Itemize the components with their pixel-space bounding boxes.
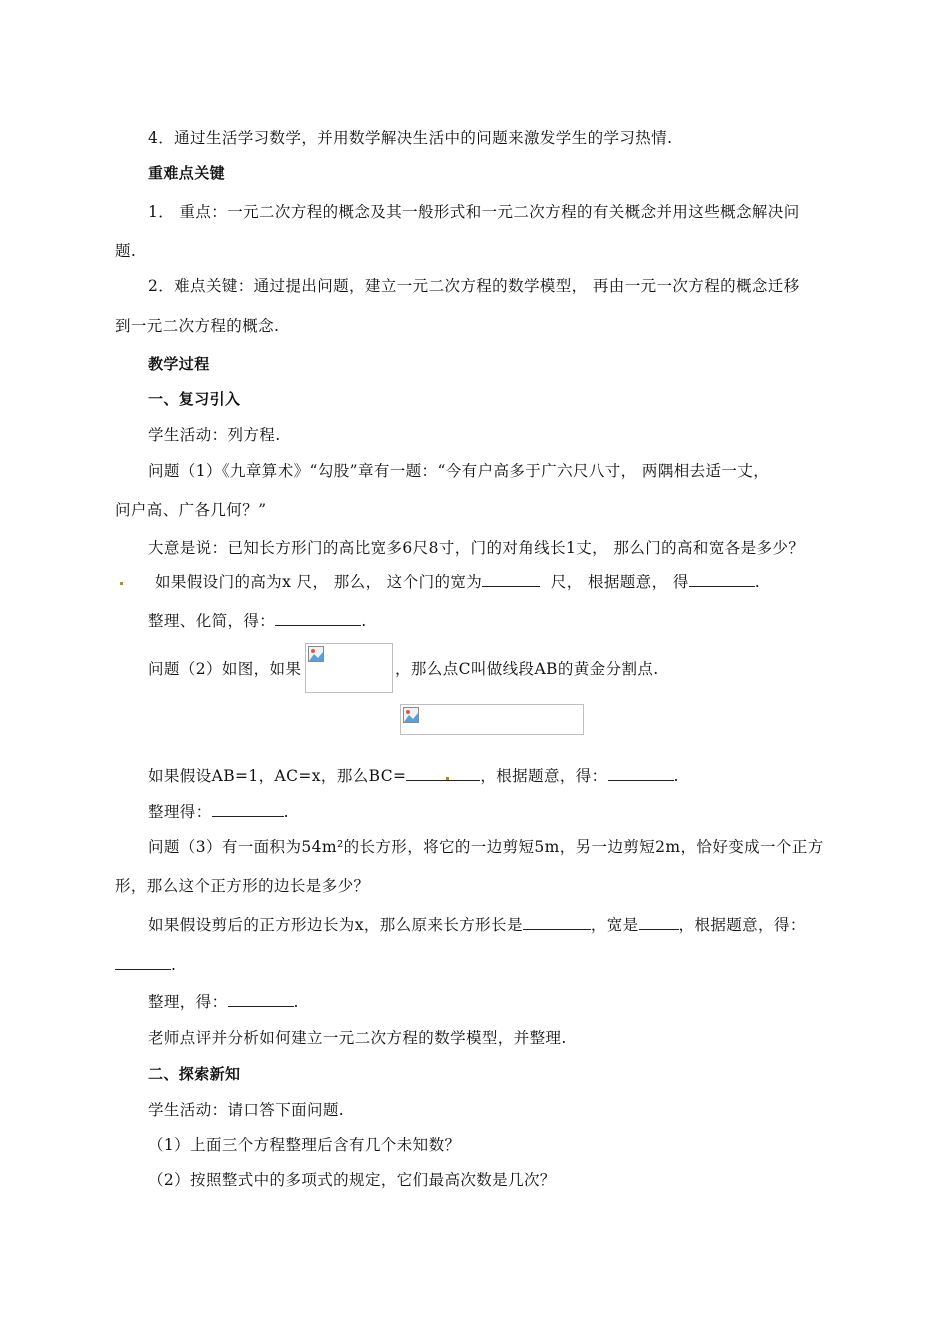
problem-3-answer-line <box>115 955 176 975</box>
teacher-comment: 老师点评并分析如何建立一元二次方程的数学模型，并整理. <box>148 1029 567 1047</box>
setup-3-text-c: ，根据题意，得： <box>678 916 806 934</box>
blank-width-2[interactable] <box>639 915 679 930</box>
blank-equation-3[interactable] <box>115 955 171 970</box>
student-activity-1: 学生活动：列方程. <box>148 426 281 444</box>
setup-3-text-b: ，宽是 <box>590 916 639 934</box>
question-1: （1）上面三个方程整理后含有几个未知数？ <box>148 1136 461 1154</box>
broken-image-icon <box>403 707 419 723</box>
answer-line-end: . <box>171 956 177 974</box>
setup-text-c: . <box>754 573 761 591</box>
simplify-1-label: 整理、化简，得： <box>148 612 276 630</box>
problem-3-cont: 形，那么这个正方形的边长是多少？ <box>115 877 370 895</box>
ratio-formula-image <box>305 643 393 693</box>
simplify-2 <box>148 802 289 822</box>
question-2: （2）按照整式中的多项式的规定，它们最高次数是几次？ <box>148 1171 556 1189</box>
simplify-2-label: 整理得： <box>148 803 212 821</box>
key-point-2: 2．难点关键：通过提出问题，建立一元二次方程的数学模型， 再由一元一次方程的概念迁移 <box>148 277 800 295</box>
heading-explore: 二、探索新知 <box>148 1065 241 1083</box>
problem-1-setup <box>120 572 760 592</box>
blank-simplified-3[interactable] <box>228 992 294 1007</box>
blank-simplified-2[interactable] <box>212 802 284 817</box>
simplify-2-end: . <box>283 803 289 821</box>
problem-2-desc: ，那么点C叫做线段AB的黄金分割点. <box>395 660 659 678</box>
setup-2-text-a: 如果假设AB=1，AC=x，那么BC= <box>148 767 407 785</box>
mark-dot <box>446 777 449 780</box>
setup-2-text-b: ，根据题意，得： <box>480 767 608 785</box>
blank-length[interactable] <box>523 915 591 930</box>
problem-1: 问题（1）《九章算术》“勾股”章有一题：“今有户高多于广六尺八寸， 两隅相去适一丈， <box>148 462 770 480</box>
simplify-3-label: 整理，得： <box>148 993 228 1011</box>
simplify-3-end: . <box>293 993 299 1011</box>
objective-4: 4．通过生活学习数学，并用数学解决生活中的问题来激发学生的学习热情. <box>148 129 673 147</box>
setup-text-b: 尺， 根据题意， 得 <box>550 573 689 591</box>
setup-2-end: . <box>673 767 679 785</box>
heading-teaching-process: 教学过程 <box>148 355 210 373</box>
key-point-1-cont: 题. <box>115 242 137 260</box>
student-activity-2: 学生活动：请口答下面问题. <box>148 1101 345 1119</box>
key-point-2-cont: 到一元二次方程的概念. <box>115 317 280 335</box>
heading-review: 一、复习引入 <box>148 390 241 408</box>
simplify-1 <box>148 611 367 631</box>
setup-text-a: 如果假设门的高为x 尺， 那么， 这个门的宽为 <box>154 573 483 591</box>
broken-image-icon <box>308 646 324 662</box>
blank-equation-1[interactable] <box>689 572 755 587</box>
key-point-1: 1． 重点：一元二次方程的概念及其一般形式和一元二次方程的有关概念并用这些概念解决问 <box>148 203 800 221</box>
blank-bc[interactable] <box>406 766 480 781</box>
setup-3-text-a: 如果假设剪后的正方形边长为x，那么原来长方形长是 <box>148 916 523 934</box>
problem-1-meaning: 大意是说：已知长方形门的高比宽多6尺8寸，门的对角线长1丈， 那么门的高和宽各是多少？ <box>148 539 805 557</box>
segment-diagram-image <box>400 704 584 735</box>
bullet-dot <box>120 582 123 585</box>
problem-3: 问题（3）有一面积为54m²的长方形，将它的一边剪短5m，另一边剪短2m，恰好变成一个正方 <box>148 838 824 856</box>
problem-2-setup <box>148 766 679 786</box>
simplify-3 <box>148 992 299 1012</box>
blank-simplified-1[interactable] <box>275 611 361 626</box>
heading-key-points: 重难点关键 <box>148 164 226 182</box>
problem-3-setup <box>148 915 806 935</box>
problem-2-label: 问题（2）如图，如果 <box>148 660 302 678</box>
simplify-1-end: . <box>361 612 367 630</box>
blank-equation-2[interactable] <box>608 766 674 781</box>
blank-width[interactable] <box>482 572 540 587</box>
problem-1-cont: 问户高、广各几何？” <box>115 501 267 519</box>
